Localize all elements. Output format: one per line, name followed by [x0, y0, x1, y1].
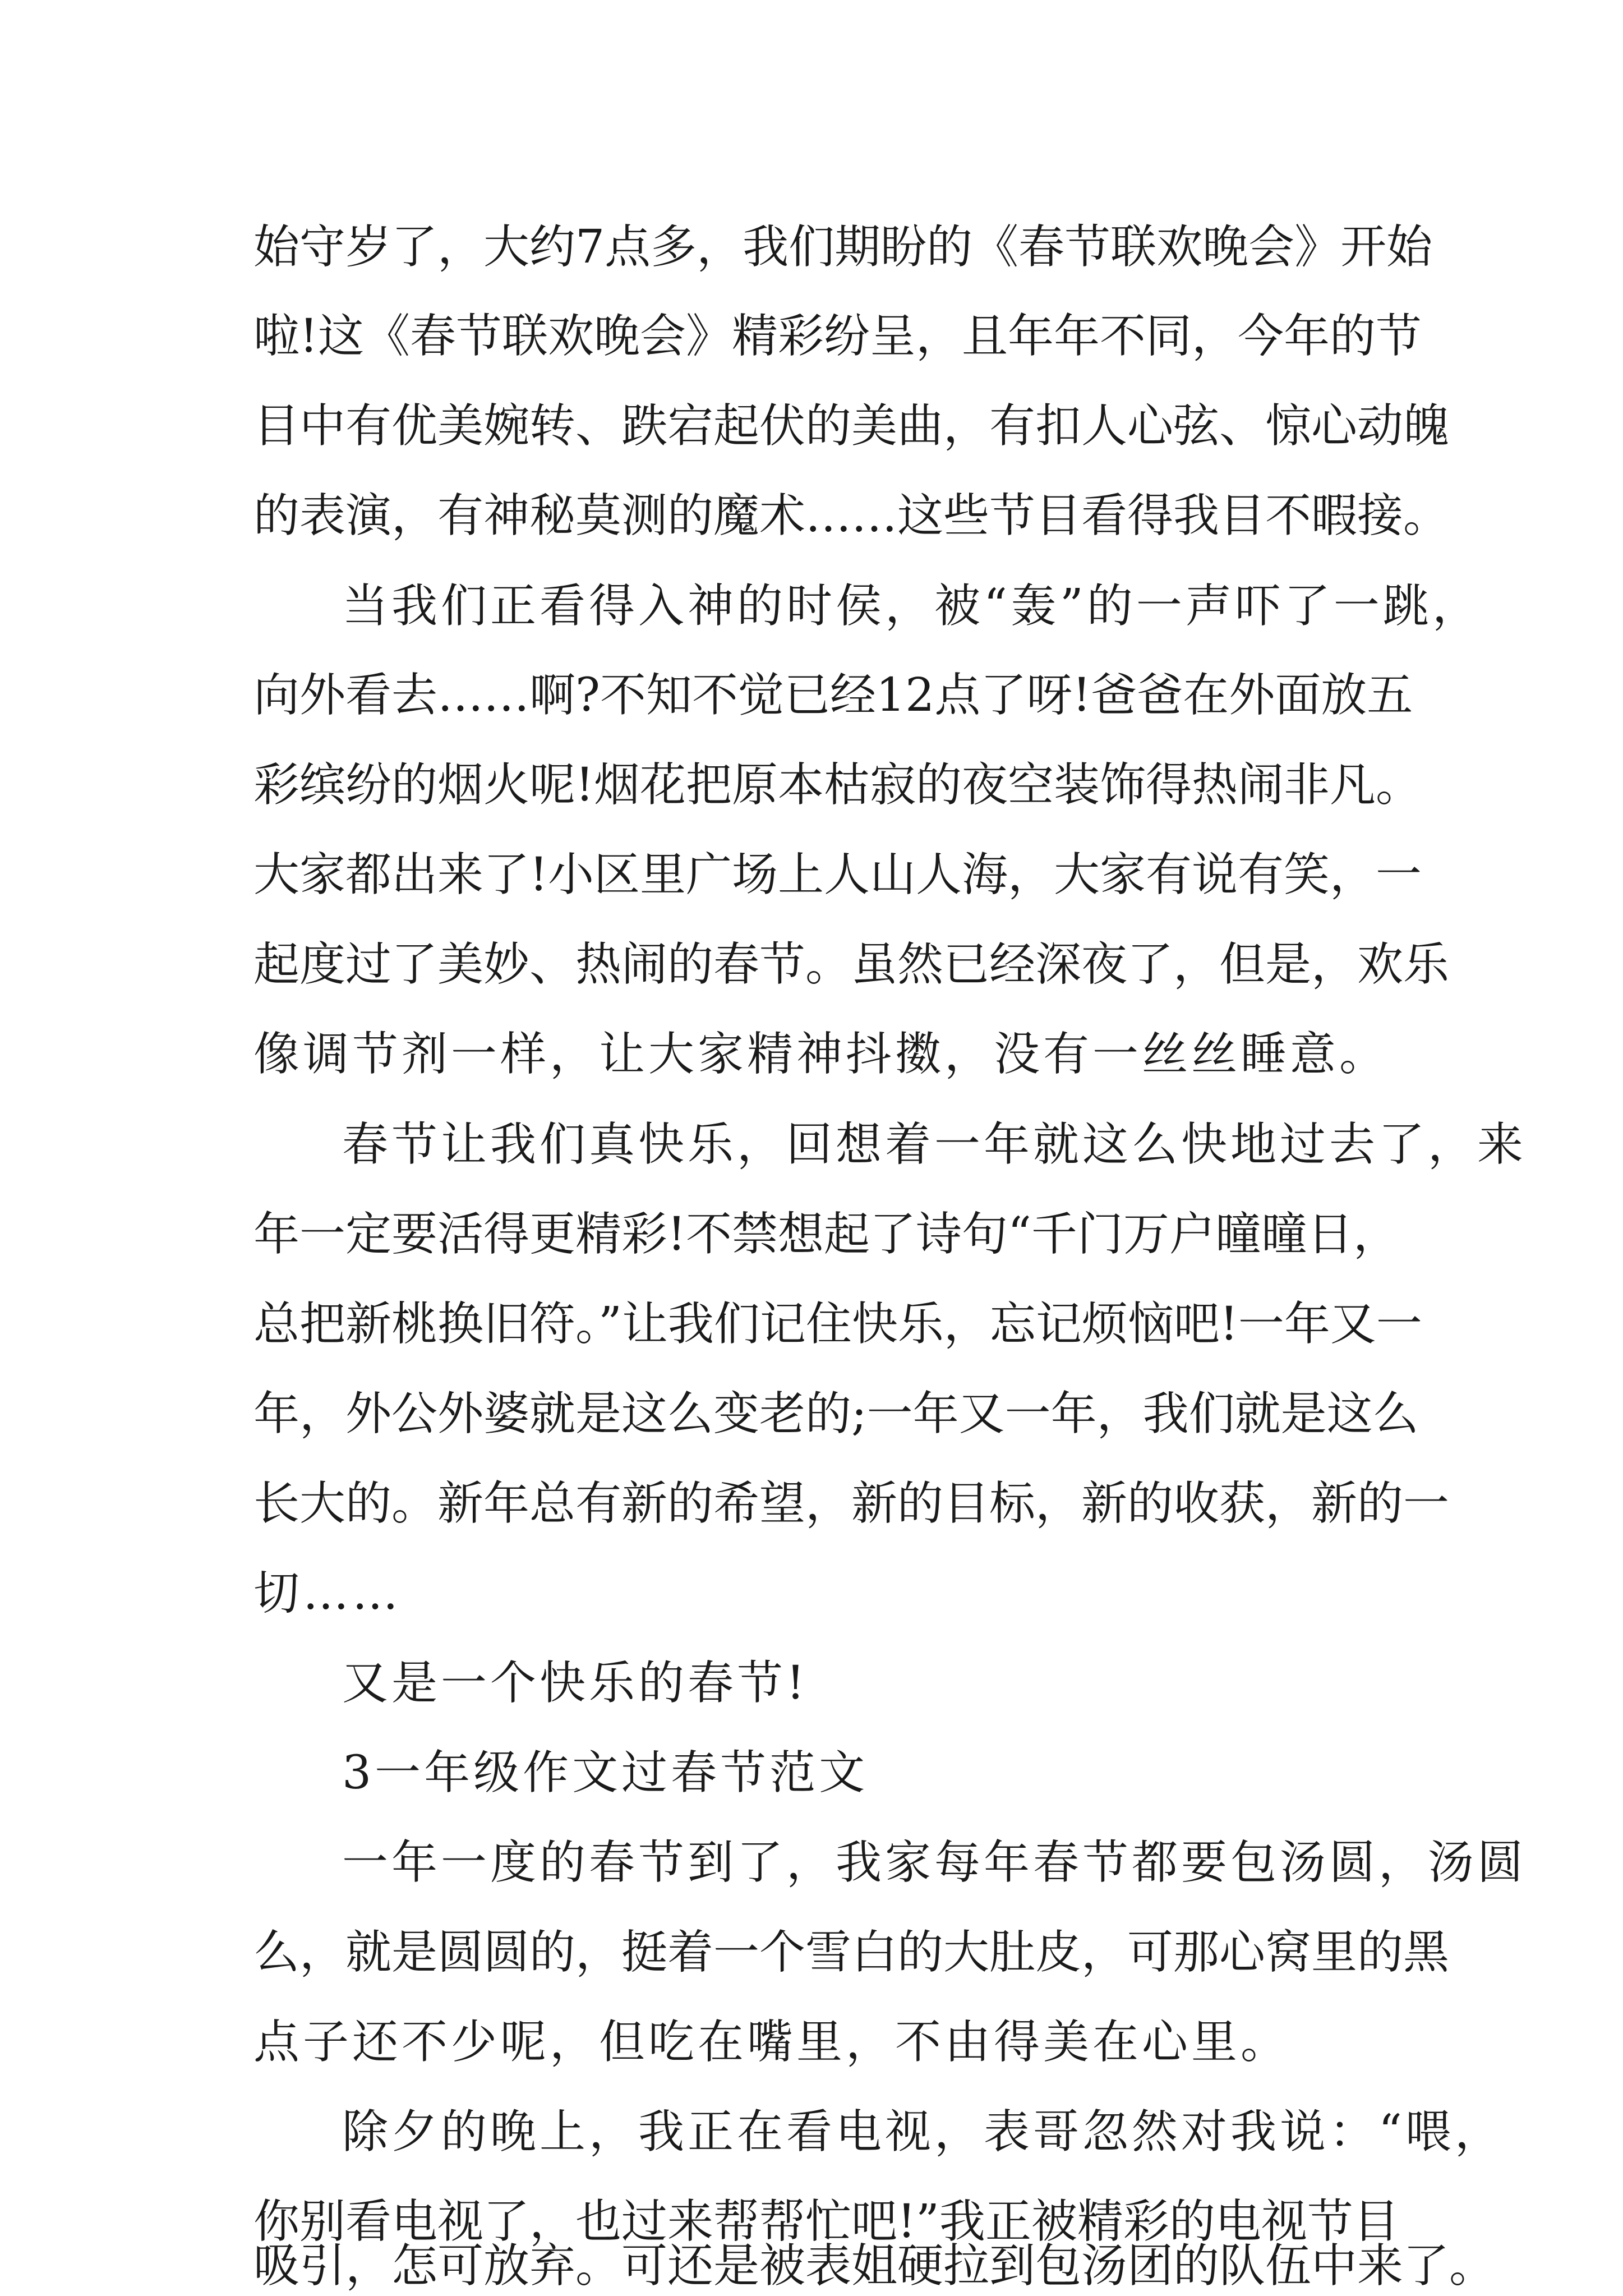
text-line: 彩缤纷的烟火呢!烟花把原本枯寂的夜空装饰得热闹非凡。: [253, 758, 1422, 812]
text-line: 当我们正看得入神的时侯，被“轰”的一声吓了一跳，: [342, 579, 1482, 633]
text-line: 啦!这《春节联欢晚会》精彩纷呈，且年年不同，今年的节: [253, 310, 1422, 363]
text-line: 总把新桃换旧符。”让我们记住快乐，忘记烦恼吧!一年又一: [253, 1297, 1422, 1351]
text-line: 春节让我们真快乐，回想着一年就这么快地过去了，来: [342, 1118, 1527, 1171]
text-line: 你别看电视了，也过来帮帮忙吧!”我正被精彩的电视节目: [253, 2195, 1399, 2248]
text-line: 么，就是圆圆的，挺着一个雪白的大肚皮，可那心窝里的黑: [253, 1926, 1450, 1979]
text-line: 长大的。新年总有新的希望，新的目标，新的收获，新的一: [253, 1477, 1450, 1530]
text-line: 点子还不少呢，但吃在嘴里，不由得美在心里。: [253, 2016, 1290, 2069]
text-line: 像调节剂一样，让大家精神抖擞，没有一丝丝睡意。: [253, 1028, 1389, 1081]
text-line: 始守岁了，大约7点多，我们期盼的《春节联欢晚会》开始: [253, 220, 1433, 274]
text-line: 除夕的晚上，我正在看电视，表哥忽然对我说：“喂，: [342, 2105, 1504, 2159]
text-line: 切……: [253, 1567, 402, 1620]
text-line: 大家都出来了!小区里广场上人山人海，大家有说有笑，一: [253, 848, 1422, 901]
text-line: 又是一个快乐的春节!: [342, 1657, 808, 1710]
text-line: 年一定要活得更精彩!不禁想起了诗句“千门万户曈曈日，: [253, 1208, 1399, 1261]
text-line: 吸引，怎可放弃。可还是被表姐硬拉到包汤团的队伍中来了。: [253, 2239, 1496, 2293]
text-line: 向外看去……啊?不知不觉已经12点了呀!爸爸在外面放五: [253, 669, 1413, 722]
text-line: 起度过了美妙、热闹的春节。虽然已经深夜了，但是，欢乐: [253, 938, 1450, 991]
text-line: 年，外公外婆就是这么变老的;一年又一年，我们就是这么: [253, 1387, 1419, 1441]
section-heading: 3一年级作文过春节范文: [342, 1746, 869, 1800]
text-line: 一年一度的春节到了，我家每年春节都要包汤圆，汤圆: [342, 1836, 1527, 1889]
text-line: 目中有优美婉转、跌宕起伏的美曲，有扣人心弦、惊心动魄: [253, 399, 1450, 453]
text-line: 的表演，有神秘莫测的魔术……这些节目看得我目不暇接。: [253, 489, 1450, 542]
